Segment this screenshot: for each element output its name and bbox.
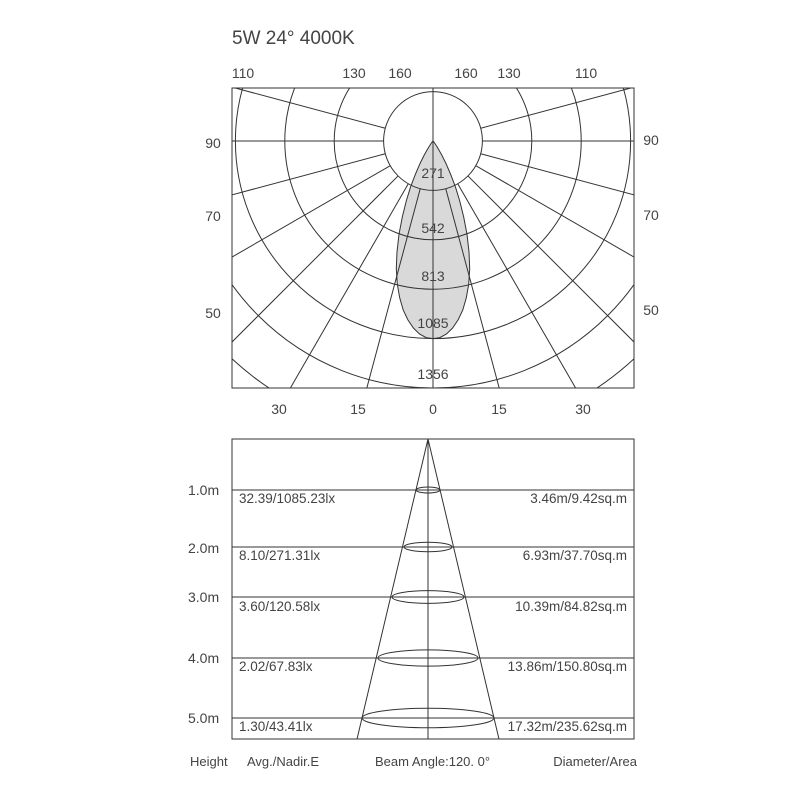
bottom-label: 30	[575, 401, 591, 417]
height-label: 3.0m	[188, 589, 220, 605]
cone-lines	[232, 439, 634, 739]
angle-ray-line	[0, 166, 390, 441]
height-label: 4.0m	[188, 650, 220, 666]
right-label: 50	[643, 302, 659, 318]
ring-value-label: 813	[421, 268, 445, 284]
avg-nadir-value: 1.30/43.41lx	[239, 719, 313, 734]
top-label: 110	[574, 65, 598, 81]
angle-ray-line	[278, 189, 421, 721]
angle-ray-line	[0, 0, 385, 128]
top-label: 130	[342, 65, 366, 81]
height-label: 2.0m	[188, 540, 220, 556]
cone-edge-right	[428, 439, 499, 739]
left-label: 90	[205, 135, 221, 151]
diameter-area-value: 13.86m/150.80sq.m	[507, 659, 627, 674]
top-label: 110	[231, 65, 255, 81]
diameter-area-value: 3.46m/9.42sq.m	[530, 491, 627, 506]
bottom-label: 0	[429, 401, 437, 417]
bottom-label: 30	[271, 401, 287, 417]
diameter-column-label: Diameter/Area	[553, 754, 637, 769]
cone-edge-left	[357, 439, 428, 739]
top-label: 160	[388, 65, 412, 81]
right-label: 90	[643, 132, 659, 148]
diameter-area-value: 17.32m/235.62sq.m	[507, 719, 627, 734]
left-label: 70	[205, 208, 221, 224]
height-row-2	[188, 540, 627, 563]
beam-angle-label: Beam Angle:120. 0°	[375, 754, 491, 769]
bottom-label: 15	[350, 401, 366, 417]
angle-ray-line	[0, 154, 385, 297]
height-row-3	[188, 589, 627, 614]
cone-frame	[232, 439, 634, 739]
bottom-label: 15	[491, 401, 507, 417]
ring-value-label: 1356	[417, 366, 449, 382]
avg-nadir-value: 2.02/67.83lx	[239, 659, 313, 674]
top-label: 160	[454, 65, 478, 81]
height-row-5	[188, 710, 627, 734]
avg-nadir-value: 32.39/1085.23lx	[239, 491, 336, 506]
height-column-label: Height	[190, 754, 228, 769]
avg-nadir-value: 8.10/271.31lx	[239, 548, 321, 563]
angle-ray-line	[9, 176, 398, 565]
diagram-title: 5W 24° 4000K	[232, 28, 355, 49]
avg-column-label: Avg./Nadir.E	[247, 754, 320, 769]
ring-value-label: 1085	[417, 315, 449, 331]
top-label: 130	[497, 65, 521, 81]
angle-ray-line	[446, 189, 589, 721]
height-label: 5.0m	[188, 710, 220, 726]
ring-value-label: 542	[421, 220, 445, 236]
beam-cone-diagram	[188, 439, 638, 769]
angle-ray-line	[481, 0, 800, 128]
height-row-4	[188, 650, 627, 674]
height-row-1	[188, 482, 627, 506]
diameter-area-value: 10.39m/84.82sq.m	[515, 599, 627, 614]
diameter-area-value: 6.93m/37.70sq.m	[522, 548, 627, 563]
avg-nadir-value: 3.60/120.58lx	[239, 599, 321, 614]
angle-ray-line	[476, 166, 800, 441]
right-label: 70	[643, 207, 659, 223]
cone-footer	[190, 754, 638, 769]
angle-ray-line	[481, 154, 800, 297]
ring-value-label: 271	[421, 165, 445, 181]
angle-ray-line	[133, 184, 408, 661]
height-label: 1.0m	[188, 482, 220, 498]
angle-ray-line	[458, 184, 733, 661]
left-label: 50	[205, 305, 221, 321]
